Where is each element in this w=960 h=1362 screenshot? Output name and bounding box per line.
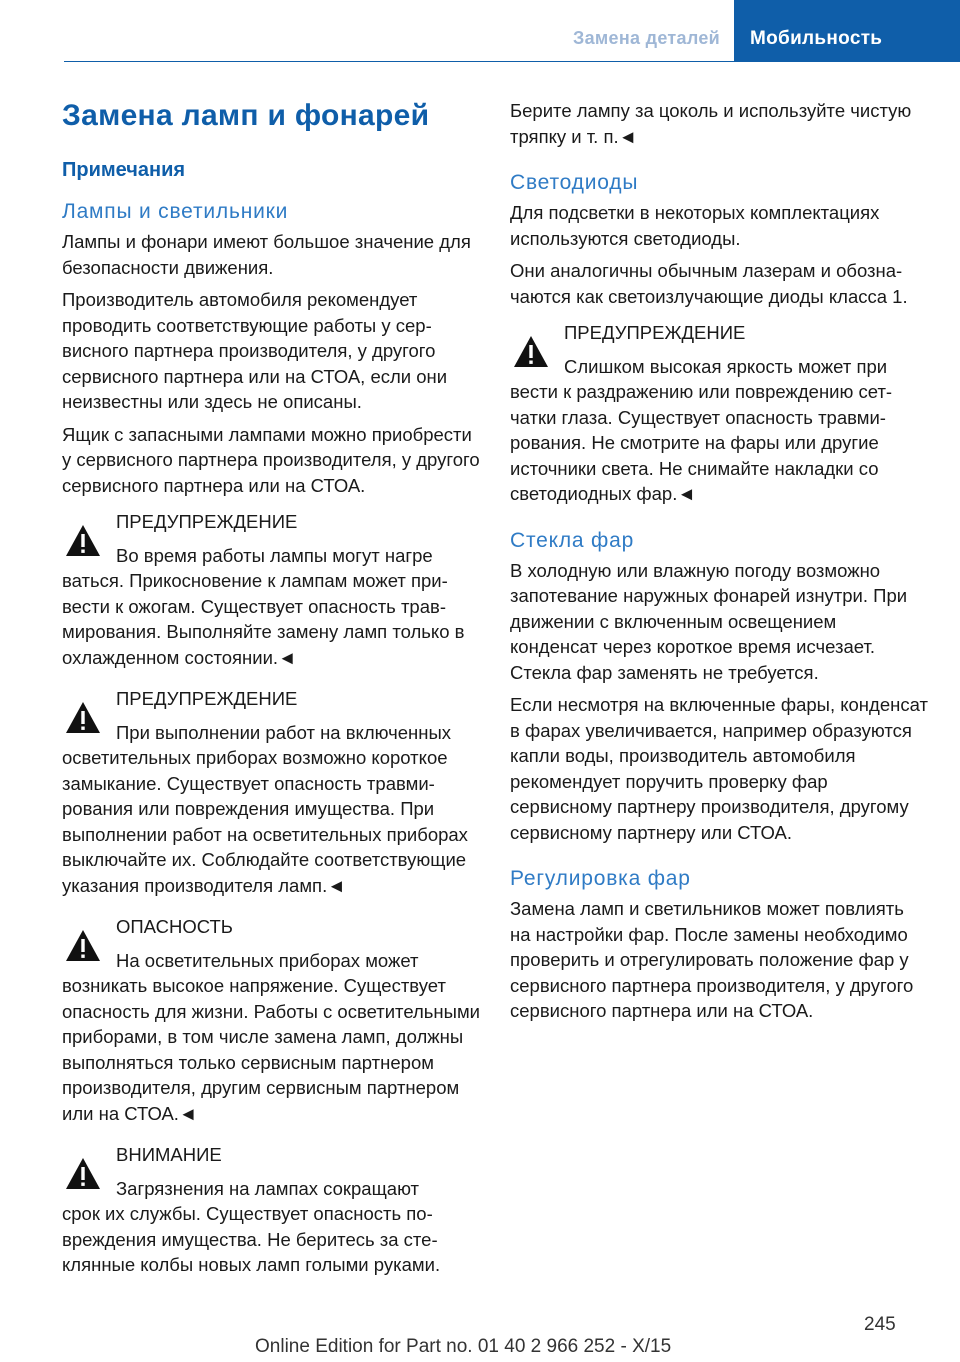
section-tab[interactable]: Мобильность xyxy=(734,0,960,62)
warning-label: ОПАСНОСТЬ xyxy=(116,916,233,937)
led-heading: Светодиоды xyxy=(510,171,639,194)
warning-text: срок их службы. Существует опасность повреждения имущества. Не беритесь за стеклянные колбы новых ламп голыми руками. xyxy=(62,1203,441,1275)
warning-label: ПРЕДУПРЕЖДЕНИЕ xyxy=(116,688,298,709)
left-column xyxy=(62,92,480,1294)
page-header xyxy=(0,0,960,62)
warning-text: При выполнении работ на включенных xyxy=(116,721,452,743)
warning-label: ПРЕДУПРЕЖДЕНИЕ xyxy=(564,322,746,343)
warning-icon xyxy=(62,696,104,738)
lamps-heading: Лампы и светильники xyxy=(62,200,289,223)
warning-label: ВНИМАНИЕ xyxy=(116,1144,222,1165)
page-title: Замена ламп и фонарей xyxy=(62,99,430,132)
caution-block xyxy=(62,1142,480,1278)
page-number: 245 xyxy=(864,1314,896,1335)
warning-block xyxy=(62,509,480,670)
adjust-heading: Регулировка фар xyxy=(510,867,691,890)
paragraph: Лампы и фонари имеют большое значение для безопасности движения. xyxy=(62,231,471,278)
paragraph: Они аналогичны обычным лазерам и обозначаются как светоизлучающие диоды класса 1. xyxy=(510,260,908,307)
caution-icon xyxy=(62,1152,104,1194)
paragraph: Если несмотря на включенные фары, конденсат в фарах увеличивается, например образуются капли воды, производитель автомобиля рекомендует поручить проверку фар сервисному партнеру производителя, другому сервисному партнеру или СТОА. xyxy=(510,694,928,843)
warning-text: осветительных приборах возможно короткое замыкание. Существует опасность травмирования или повреждения имущества. При выполнении работ на осветительных приборах выключайте их. Соблюдайте соответствующие указания производителя ламп.◄ xyxy=(62,747,468,896)
warning-text: вести к раздражению или повреждению сетчатки глаза. Существует опасность травмирования. Не смотрите на фары или другие источники света. Не снимайте накладки со светодиодных фар.◄ xyxy=(510,381,893,504)
glass-heading: Стекла фар xyxy=(510,528,635,552)
edition-footer: Online Edition for Part no. 01 40 2 966 252 - X/15 xyxy=(255,1336,672,1357)
paragraph: Производитель автомобиля рекомендует проводить соответствующие работы у сервисного партнера производителя, у другого сервисного партнера или на СТОА, если они неизвестны или здесь не описаны. xyxy=(62,289,448,412)
warning-text: ваться. Прикосновение к лампам может привести к ожогам. Существует опасность травмирования. Выполняйте замену ламп только в охлажденном состоянии.◄ xyxy=(62,570,465,668)
warning-icon xyxy=(510,330,552,372)
warning-block xyxy=(62,686,480,898)
paragraph: В холодную или влажную погоду возможно запотевание наружных фонарей изнутри. При движении с включенным освещением конденсат через короткое время исчезает. Стекла фар заменять не требуется. xyxy=(510,559,908,683)
danger-icon xyxy=(62,924,104,966)
warning-text: Загрязнения на лампах сокращают xyxy=(116,1177,420,1199)
warning-label: ПРЕДУПРЕЖДЕНИЕ xyxy=(116,511,298,532)
danger-block xyxy=(62,914,480,1126)
paragraph: Ящик с запасными лампами можно приобрести у сервисного партнера производителя, у другого сервисного партнера или на СТОА. xyxy=(62,423,480,496)
paragraph: Замена ламп и светильников может повлиять на настройки фар. После замены необходимо проверить и отрегулировать положение фар у сервисного партнера производителя, у другого сервисного партнера или на СТОА. xyxy=(510,898,914,1021)
notes-subtitle: Примечания xyxy=(62,159,186,181)
paragraph: Для подсветки в некоторых комплектациях используются светодиоды. xyxy=(510,202,880,249)
paragraph: Берите лампу за цоколь и используйте чистую тряпку и т. п.◄ xyxy=(510,100,912,147)
breadcrumb[interactable]: Замена деталей xyxy=(573,28,720,48)
warning-text: Слишком высокая яркость может при xyxy=(564,355,888,377)
warning-text: возникать высокое напряжение. Существует опасность для жизни. Работы с осветительными приборами, в том числе замена ламп, должны выполняться только сервисным партнером производителя, другим сервисным партнером или на СТОА.◄ xyxy=(62,975,480,1124)
warning-icon xyxy=(62,519,104,561)
right-column xyxy=(510,98,928,1031)
warning-block xyxy=(510,320,928,507)
warning-text: На осветительных приборах может xyxy=(116,949,419,971)
header-rule xyxy=(64,61,736,62)
warning-text: Во время работы лампы могут нагре xyxy=(116,544,433,566)
